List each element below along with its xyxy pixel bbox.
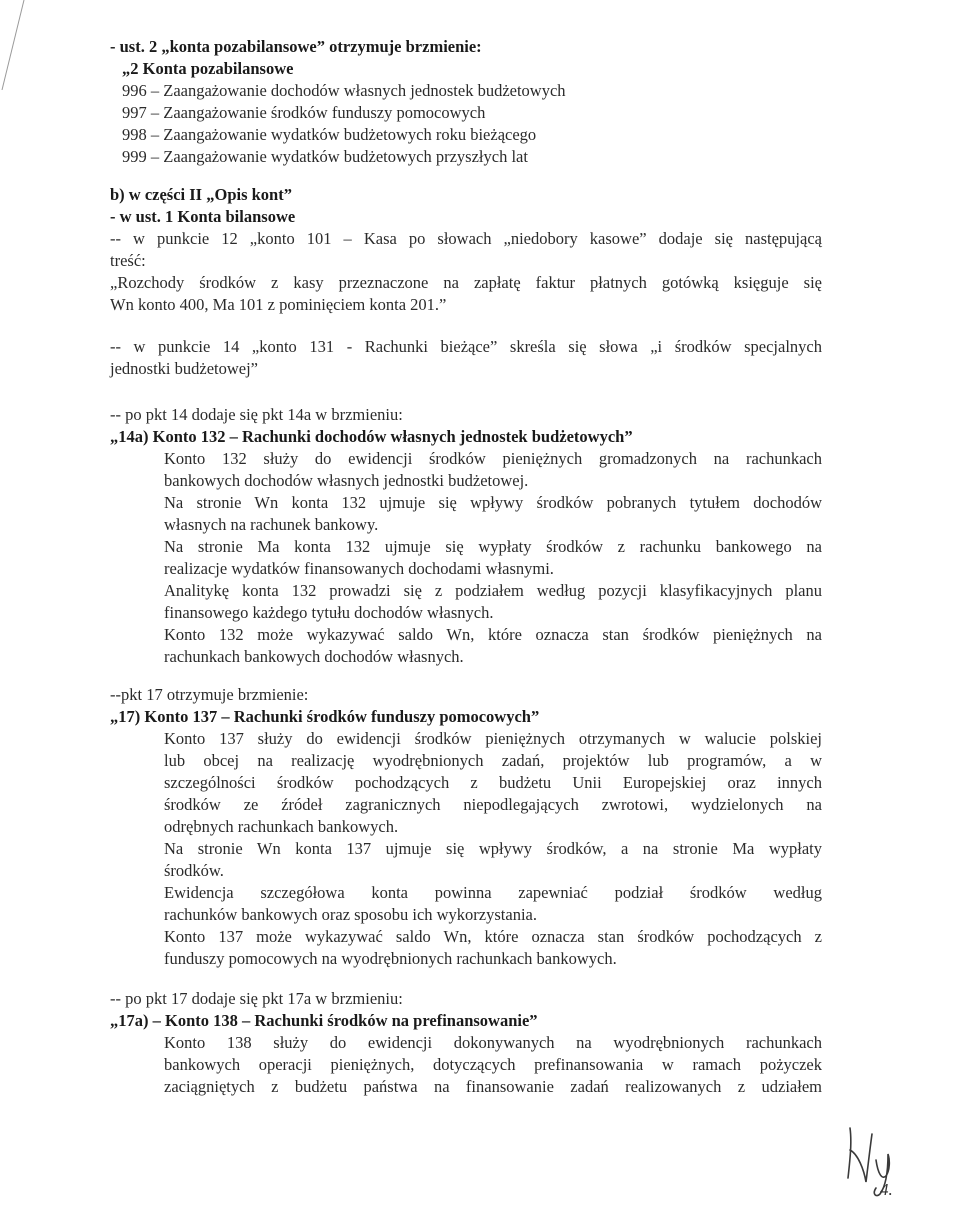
- part-b-ust: - w ust. 1 Konta bilansowe: [110, 207, 296, 226]
- point-12-quote: „Rozchody środków z kasy przeznaczone na zapłatę faktur płatnych gotówką księguje się: [110, 273, 822, 292]
- account-item: 996 – Zaangażowanie dochodów własnych jednostek budżetowych: [122, 81, 566, 100]
- point-17a-section: [110, 988, 822, 1032]
- point-14-block: [110, 336, 822, 380]
- intro-section: [110, 36, 670, 168]
- body-line: lub obcej na realizację wyodrębnionych zadań, projektów lub programów, a w: [164, 751, 822, 770]
- point-12-block: [110, 228, 822, 316]
- body-line: środków.: [164, 861, 224, 880]
- part-b-heading-block: [110, 184, 610, 228]
- point-17-body: [164, 728, 822, 970]
- account-item: 998 – Zaangażowanie wydatków budżetowych roku bieżącego: [122, 125, 537, 144]
- scan-edge-mark: [0, 0, 30, 90]
- body-line: szczególności środków pochodzących z budżetu Unii Europejskiej oraz innych: [164, 773, 822, 792]
- point-17-section: [110, 684, 822, 728]
- point-12-line: -- w punkcie 12 „konto 101 – Kasa po słowach „niedobory kasowe” dodaje się następującą: [110, 229, 822, 248]
- body-line: Analitykę konta 132 prowadzi się z podziałem według pozycji klasyfikacyjnych planu: [164, 581, 822, 600]
- point-14-line: jednostki budżetowej”: [110, 359, 259, 378]
- body-line: Na stronie Wn konta 132 ujmuje się wpływy środków pobranych tytułem dochodów: [164, 493, 822, 512]
- body-line: zaciągniętych z budżetu państwa na finansowanie zadań realizowanych z udziałem: [164, 1077, 822, 1096]
- body-line: finansowego każdego tytułu dochodów własnych.: [164, 603, 494, 622]
- intro-heading: - ust. 2 „konta pozabilansowe” otrzymuje brzmienie:: [110, 37, 482, 56]
- point-14-line: -- w punkcie 14 „konto 131 - Rachunki bieżące” skreśla się słowa „i środków specjalnych: [110, 337, 822, 356]
- body-line: Konto 138 służy do ewidencji dokonywanych na wyodrębnionych rachunkach: [164, 1033, 822, 1052]
- handwritten-initials-signature: [838, 1120, 918, 1200]
- account-item: 999 – Zaangażowanie wydatków budżetowych przyszłych lat: [122, 147, 528, 166]
- body-line: środków ze źródeł zagranicznych niepodlegających zwrotowi, wydzielonych na: [164, 795, 822, 814]
- body-line: Konto 137 może wykazywać saldo Wn, które oznacza stan środków pochodzących z: [164, 927, 822, 946]
- body-line: rachunkach bankowych dochodów własnych.: [164, 647, 464, 666]
- body-line: bankowych operacji pieniężnych, dotyczących prefinansowania w ramach pożyczek: [164, 1055, 822, 1074]
- account-item: 997 – Zaangażowanie środków funduszy pomocowych: [122, 103, 486, 122]
- body-line: Ewidencja szczegółowa konta powinna zapewniać podział środków według: [164, 883, 822, 902]
- body-line: Konto 132 służy do ewidencji środków pieniężnych gromadzonych na rachunkach: [164, 449, 822, 468]
- intro-subheading: „2 Konta pozabilansowe: [122, 59, 294, 78]
- body-line: Na stronie Wn konta 137 ujmuje się wpływy środków, a na stronie Ma wypłaty: [164, 839, 822, 858]
- body-line: realizacje wydatków finansowanych dochodami własnymi.: [164, 559, 554, 578]
- body-line: bankowych dochodów własnych jednostki budżetowej.: [164, 471, 529, 490]
- point-12-line: treść:: [110, 251, 146, 270]
- body-line: funduszy pomocowych na wyodrębnionych rachunkach bankowych.: [164, 949, 617, 968]
- point-14a-section: [110, 404, 822, 448]
- point-14a-body: [164, 448, 822, 668]
- page-number: 4.: [880, 1180, 893, 1199]
- point-12-quote: Wn konto 400, Ma 101 z pominięciem konta 201.”: [110, 295, 447, 314]
- point-17a-title: „17a) – Konto 138 – Rachunki środków na prefinansowanie”: [110, 1011, 538, 1030]
- body-line: własnych na rachunek bankowy.: [164, 515, 379, 534]
- point-17a-intro: -- po pkt 17 dodaje się pkt 17a w brzmieniu:: [110, 989, 403, 1008]
- point-17a-body: [164, 1032, 822, 1098]
- point-14a-title: „14a) Konto 132 – Rachunki dochodów własnych jednostek budżetowych”: [110, 427, 633, 446]
- body-line: Konto 137 służy do ewidencji środków pieniężnych otrzymanych w walucie polskiej: [164, 729, 822, 748]
- body-line: Na stronie Ma konta 132 ujmuje się wypłaty środków z rachunku bankowego na: [164, 537, 822, 556]
- body-line: rachunków bankowych oraz sposobu ich wykorzystania.: [164, 905, 537, 924]
- body-line: odrębnych rachunkach bankowych.: [164, 817, 399, 836]
- part-b-heading: b) w części II „Opis kont”: [110, 185, 292, 204]
- body-line: Konto 132 może wykazywać saldo Wn, które oznacza stan środków pieniężnych na: [164, 625, 822, 644]
- point-17-intro: --pkt 17 otrzymuje brzmienie:: [110, 685, 309, 704]
- point-17-title: „17) Konto 137 – Rachunki środków funduszy pomocowych”: [110, 707, 540, 726]
- point-14a-intro: -- po pkt 14 dodaje się pkt 14a w brzmieniu:: [110, 405, 403, 424]
